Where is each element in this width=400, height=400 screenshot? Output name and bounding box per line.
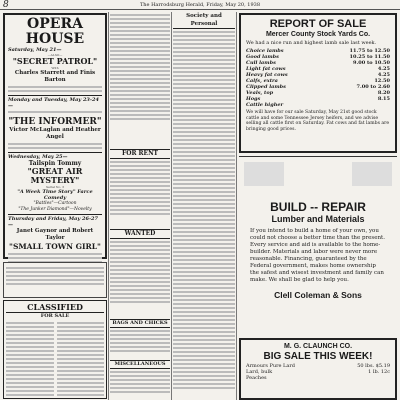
report-of-sale-ad [239, 13, 397, 153]
report-price-label: Calfs, extra [246, 78, 278, 84]
report-price-label: Light fat cows [246, 66, 286, 72]
report-price-value: 8.15 [377, 96, 390, 102]
claunch-price-1: 50 lbs. $5.19 [357, 363, 390, 369]
report-price-value: 9.00 to 10.50 [353, 60, 390, 66]
report-price-label: Cull lambs [246, 60, 276, 66]
report-price-value: 8.20 [377, 90, 390, 96]
build-sign: Clell Coleman & Sons [274, 290, 362, 300]
opera-stars-1: Charles Starrett and Finis Barton [14, 70, 96, 83]
report-price-value: 7.00 to 2.60 [356, 84, 390, 90]
claunch-price-2: 1 lb. 12c [368, 369, 390, 375]
opera-feature-4: "SMALL TOWN GIRL" [9, 242, 101, 251]
report-price-row [246, 102, 390, 108]
build-subtitle: Lumber and Materials [271, 214, 365, 224]
opera-feature3-lead: Tailspin Tommy [28, 160, 82, 167]
report-prices [246, 48, 390, 108]
report-intro: We had a nice run and highest lamb sale last week. [246, 40, 377, 46]
claunch-item-1: Armours Pure Lard [246, 363, 295, 369]
opera-feature3-sub: Serial No. 3 [45, 185, 65, 189]
classified-title: CLASSIFIED [6, 303, 104, 313]
claunch-item-3: Peaches [246, 375, 267, 381]
masthead: The Harrodsburg Herald, Friday, May 20, 1938 [0, 0, 400, 10]
bags-heading: BAGS AND CHICKS [110, 319, 170, 328]
claunch-ad [239, 338, 397, 400]
society-heading: Society and Personal [173, 12, 235, 29]
claunch-item-2: Lard, bulk [246, 369, 273, 375]
opera-with-1: With [51, 66, 59, 70]
build-title: BUILD -- REPAIR [270, 200, 366, 214]
report-price-label: Good lambs [246, 54, 279, 60]
report-price-label: Hogs [246, 96, 261, 102]
claunch-title: M. G. CLAUNCH CO. [283, 343, 353, 350]
report-subtitle: Mercer County Stock Yards Co. [265, 31, 371, 38]
report-price-value: 11.75 to 12.50 [349, 48, 390, 54]
misc-heading: MISCELLANEOUS [110, 360, 170, 369]
opera-date-4: Thursday and Friday, May 26-27— [8, 216, 98, 228]
opera-feature-2: "THE INFORMER" [8, 117, 102, 127]
report-price-label: Clipped lambs [246, 84, 286, 90]
opera-short-1: "A Week Time Story" Farce Comedy [17, 189, 93, 201]
report-price-value: 10.25 to 11.50 [349, 54, 390, 60]
classified-section [3, 300, 107, 399]
opera-stars-2: Victor McLaglan and Heather Angel [9, 127, 101, 140]
opera-feature-3: "GREAT AIR MYSTERY" [27, 166, 83, 185]
opera-feature1-lead: —ALSO— [47, 53, 63, 57]
opera-house-ad [3, 13, 107, 259]
report-price-value: 4.25 [377, 72, 390, 78]
build-body: If you intend to build a home of your own, you could not choose a better time than the present. Every service and aid is available to the home-builder. Materials and labor were never more reasonable. Financing, guaranteed by the Federal government, makes home ownership the safest and wisest investment and family can make. We shall be glad to help you. [250, 228, 385, 283]
opera-date-1: Saturday, May 21— [8, 47, 62, 53]
report-title: REPORT OF SALE [269, 18, 367, 30]
column-2 [110, 12, 170, 400]
opera-date-2: Monday and Tuesday, May 23-24— [8, 97, 99, 109]
for-rent-heading: FOR RENT [110, 149, 170, 159]
notice-block [3, 262, 107, 298]
report-price-label: Veals, top [246, 90, 274, 96]
report-price-label: Cattle higher [246, 102, 284, 108]
opera-stars-4: Janet Gaynor and Robert Taylor [16, 228, 94, 241]
classified-for-sale: FOR SALE [40, 313, 70, 319]
opera-filler-1 [8, 84, 102, 94]
opera-short-3: "The Junker Diamond"—Novelty [18, 207, 92, 212]
page-number: 8 [3, 0, 9, 10]
opera-date-3: Wednesday, May 25— [8, 154, 68, 160]
report-closing: We will have for our sale Saturday, May 21st good stock cattle and some Tennessee Jersey heifers, and we advise selling all cattle first on Saturday. Fat cows and fat lambs are bringing good prices. [246, 110, 390, 132]
report-price-value: 12.50 [374, 78, 390, 84]
opera-feature-1: "SECRET PATROL" [12, 56, 98, 66]
build-repair-ad [239, 156, 397, 334]
opera-title: OPERA HOUSE [25, 16, 85, 47]
wanted-heading: WANTED [110, 229, 170, 239]
report-price-label: Choice lambs [246, 48, 284, 54]
society-column [173, 12, 235, 400]
report-price-label: Heavy fat cows [246, 72, 288, 78]
claunch-subtitle: BIG SALE THIS WEEK! [263, 351, 373, 362]
opera-short-2: "Battles"—Cartoon [33, 201, 77, 206]
report-price-value: 4.25 [377, 66, 390, 72]
